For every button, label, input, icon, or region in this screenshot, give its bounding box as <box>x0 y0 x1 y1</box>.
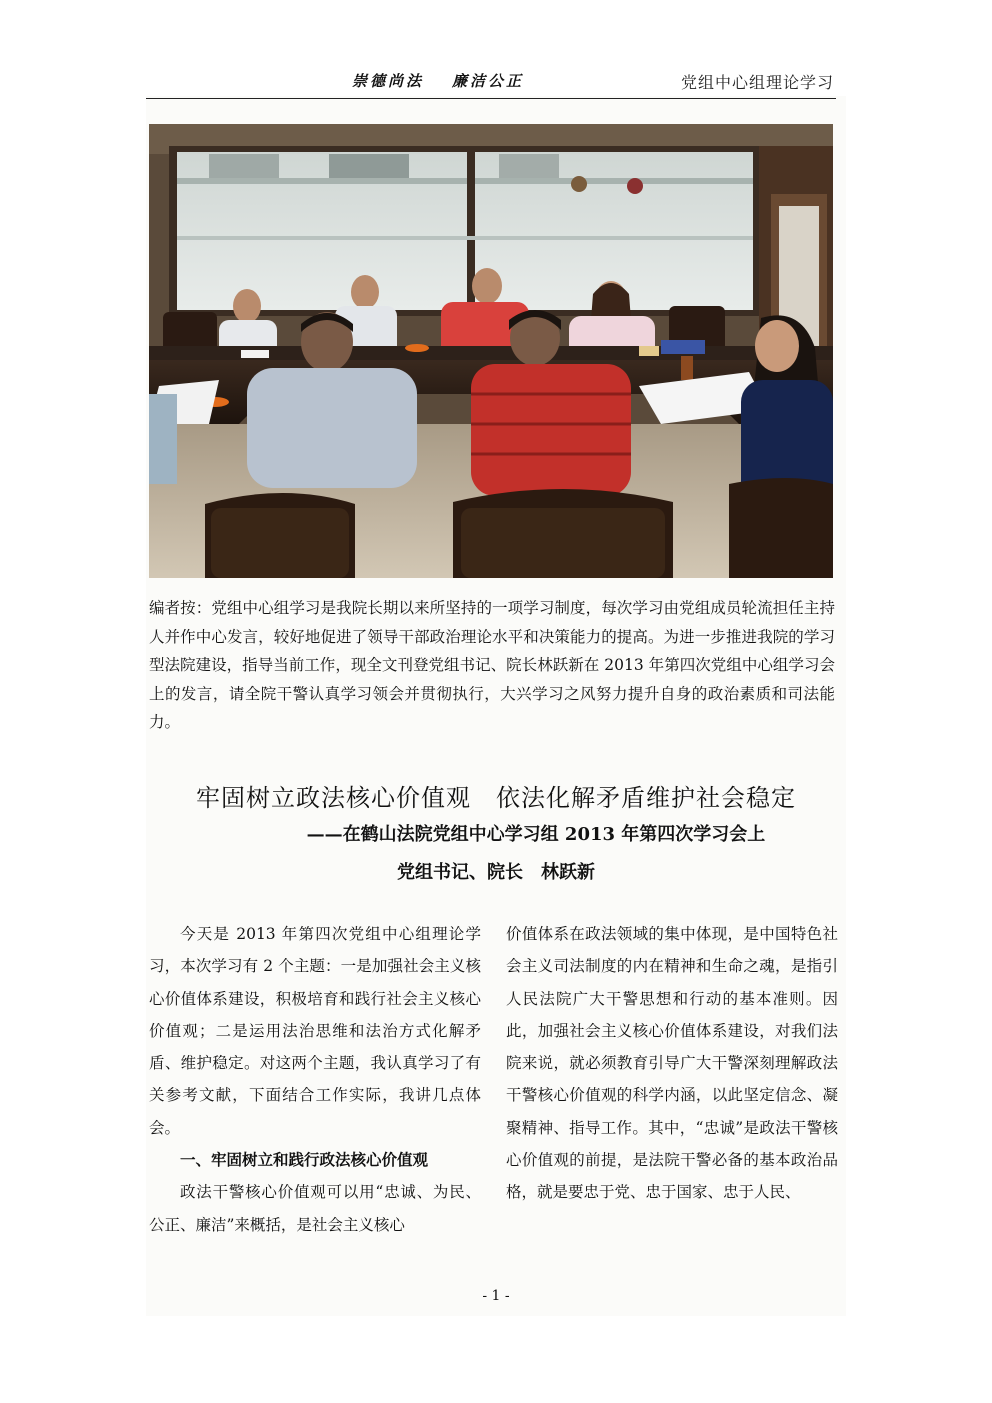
meeting-photo <box>149 124 833 578</box>
text-column-left <box>149 918 481 1241</box>
article-subtitle: ——在鹤山法院党组中心学习组 2013 年第四次学习会上 <box>306 824 766 845</box>
article-title: 牢固树立政法核心价值观 依法化解矛盾维护社会稳定 <box>196 784 796 812</box>
motto-part-1: 崇德尚法 <box>352 72 425 90</box>
header-section-title: 党组中心组理论学习 <box>680 73 834 92</box>
section-heading-1: 一、牢固树立和践行政法核心价值观 <box>180 1150 429 1170</box>
paragraph-2-continued: 价值体系在政法领域的集中体现，是中国特色社会主义司法制度的内在精神和生命之魂，是指引人民法院广大干警思想和行动的基本准则。因此，加强社会主义核心价值体系建设，对我们法院来说，就必须教育引导广大干警深刻理解政法干警核心价值观的科学内涵，以此坚定信念、凝聚精神、指导工作。其中，“忠诚”是政法干警核心价值观的前提，是法院干警必备的基本政治品格，就是要忠于党、忠于国家、忠于人民、 <box>506 925 838 1202</box>
paragraph-2: 政法干警核心价值观可以用“忠诚、为民、公正、廉洁”来概括，是社会主义核心 <box>149 1183 481 1234</box>
header-motto <box>352 70 524 91</box>
article-subtitle-block <box>146 820 846 884</box>
motto-part-2: 廉洁公正 <box>452 72 525 90</box>
text-column-right <box>506 918 838 1209</box>
paragraph-intro: 今天是 2013 年第四次党组中心组理论学习，本次学习有 2 个主题：一是加强社会主义核心价值体系建设，积极培育和践行社会主义核心价值观；二是运用法治思维和法治方式化解矛盾、维护稳定。对这两个主题，我认真学习了有关参考文献，下面结合工作实际，我讲几点体会。 <box>149 925 481 1137</box>
page-number: - 1 - <box>482 1288 510 1304</box>
article-byline: 党组书记、院长 林跃新 <box>397 862 595 883</box>
page-header <box>146 66 836 99</box>
editor-note: 编者按：党组中心组学习是我院长期以来所坚持的一项学习制度，每次学习由党组成员轮流担任主持人并作中心发言，较好地促进了领导干部政治理论水平和决策能力的提高。为进一步推进我院的学习型法院建设，指导当前工作，现全文刊登党组书记、院长林跃新在 2013 年第四次党组中心组学习会上的发言，请全院干警认真学习领会并贯彻执行，大兴学习之风努力提升自身的政治素质和司法能力。 <box>149 599 835 731</box>
